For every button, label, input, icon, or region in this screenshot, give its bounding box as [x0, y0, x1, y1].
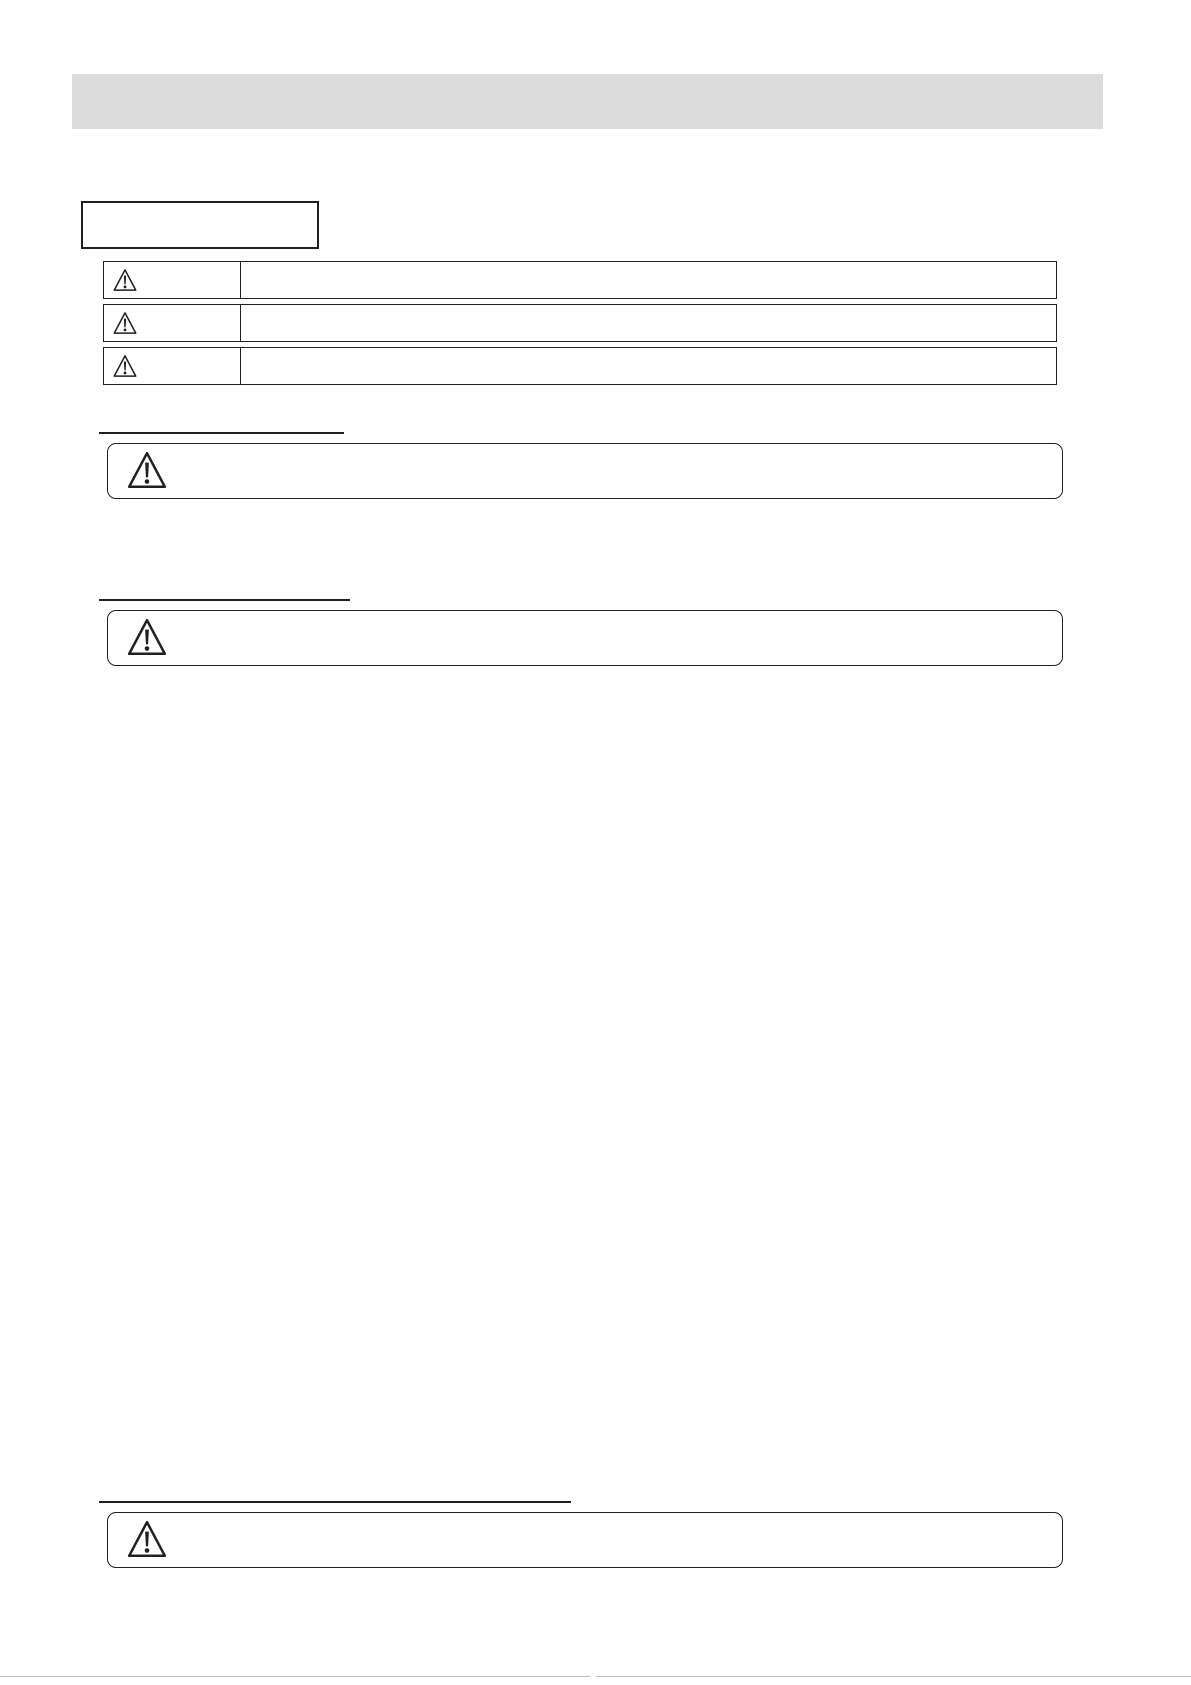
warning-triangle-icon: [112, 354, 138, 378]
section-heading-underline-3: [99, 1501, 571, 1503]
legend-description-cell: [241, 262, 1056, 298]
safety-legend-row-3: [103, 347, 1057, 385]
legend-symbol-cell: [104, 348, 241, 384]
warning-triangle-icon: [126, 1519, 168, 1559]
safety-legend-row-2: [103, 304, 1057, 342]
warning-notice-box-3: [107, 1512, 1063, 1568]
safety-legend-row-1: [103, 261, 1057, 299]
legend-description-cell: [241, 305, 1056, 341]
warning-triangle-icon: [112, 311, 138, 335]
warning-notice-box-1: [107, 443, 1063, 499]
warning-notice-box-2: [107, 610, 1063, 666]
legend-symbol-cell: [104, 262, 241, 298]
page-header-band: [72, 74, 1103, 129]
legend-symbol-cell: [104, 305, 241, 341]
section-heading-underline-2: [99, 599, 350, 601]
warning-triangle-icon: [126, 617, 168, 657]
section-heading-underline-1: [99, 432, 344, 434]
page-bottom-edge-right: [596, 1676, 1191, 1677]
section-title-box: [81, 201, 319, 249]
page-bottom-edge-left: [0, 1676, 590, 1677]
warning-triangle-icon: [112, 268, 138, 292]
legend-description-cell: [241, 348, 1056, 384]
warning-triangle-icon: [126, 450, 168, 490]
